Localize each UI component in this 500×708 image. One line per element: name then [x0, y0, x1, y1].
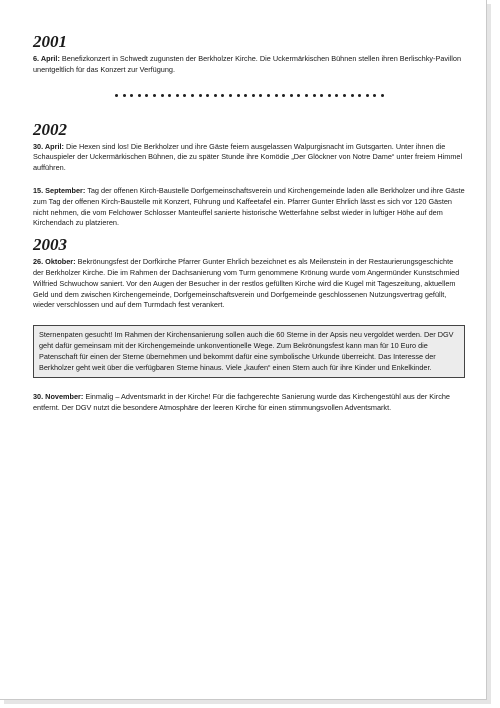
- entry-2001-april: [33, 54, 465, 76]
- separator-dot: [153, 94, 156, 97]
- entry-2003-november: [33, 392, 465, 414]
- year-heading-2003: 2003: [33, 235, 67, 255]
- separator-dot: [358, 94, 361, 97]
- entry-date: 30. April:: [33, 141, 64, 151]
- entry-2002-september: [33, 186, 465, 229]
- separator-dot: [183, 94, 186, 97]
- entry-text: Tag der offenen Kirch-Baustelle Dorfgemeinschaftsverein und Kirchengemeinde laden alle Berkholzer und ihre Gäste zum Tag der offenen Kirch-Baustelle mit Konzert, Führung und Kaffeetafel ein. Pfarrer Gunter Ehrlich lässt es sich vor 120 Gästen nicht nehmen, die vom Felchower Schlosser Manteuffel sanierte historische Wetterfahne selbst wieder in luftiger Höhe auf dem Kirchendach zu platzieren.: [33, 185, 465, 228]
- separator-dot: [191, 94, 194, 97]
- separator-dot: [252, 94, 255, 97]
- separator-dot: [244, 94, 247, 97]
- entry-2003-oktober: [33, 257, 465, 311]
- entry-date: 26. Oktober:: [33, 257, 76, 267]
- separator-dot: [328, 94, 331, 97]
- page-shadow-right: [487, 4, 491, 704]
- entry-text: Die Hexen sind los! Die Berkholzer und ihre Gäste feiern ausgelassen Walpurgisnacht im Gutsgarten. Unter ihnen die Schauspieler der Uckermärkischen Bühnen, die zu später Stunde ihre Komödie „Der Glöckner von Notre Dame“ unter freiem Himmel aufführen.: [33, 141, 463, 173]
- separator-dot: [115, 94, 118, 97]
- entry-2002-april: [33, 142, 465, 174]
- page-shadow-bottom: [4, 700, 491, 704]
- separator-dot: [229, 94, 232, 97]
- entry-date: 6. April:: [33, 54, 60, 63]
- dotted-separator: [33, 90, 465, 104]
- separator-dot: [214, 94, 217, 97]
- page-content: [33, 32, 465, 414]
- separator-dot: [275, 94, 278, 97]
- separator-dot: [237, 94, 240, 97]
- separator-dot: [267, 94, 270, 97]
- separator-dot: [320, 94, 323, 97]
- separator-dot: [343, 94, 346, 97]
- year-heading-2001: 2001: [33, 32, 67, 51]
- separator-dot: [138, 94, 141, 97]
- separator-dot: [145, 94, 148, 97]
- separator-dot: [351, 94, 354, 97]
- separator-dot: [123, 94, 126, 97]
- separator-dot: [130, 94, 133, 97]
- separator-dot: [206, 94, 209, 97]
- separator-dot: [305, 94, 308, 97]
- separator-dot: [161, 94, 164, 97]
- entry-text: Bekrönungsfest der Dorfkirche Pfarrer Gunter Ehrlich bezeichnet es als Meilenstein in der Restaurierungsgeschichte der Berkholzer Kirche. Die im Rahmen der Dachsanierung vom Turm genommene Krönung wurde vom Angermünder Kunstschmied Wilfried Schwuchow saniert. Vor den Augen der Besucher in der restlos gefüllten Kirche wird die Kugel mit Tageszeitung, aktuellem Geld und dem zwischen Kirchengemeinde, Dorfgemeinschaftsverein und Dorfgemeinde geschlossenen Nutzungsvertrag gefüllt, wieder verschlossen und auf dem Turmdach fest verankert.: [33, 257, 460, 310]
- separator-dot: [168, 94, 171, 97]
- separator-dot: [290, 94, 293, 97]
- separator-dot: [176, 94, 179, 97]
- separator-dot: [199, 94, 202, 97]
- entry-date: 15. September:: [33, 185, 86, 195]
- entry-date: 30. November:: [33, 392, 84, 402]
- entry-text: Benefizkonzert in Schwedt zugunsten der Berkholzer Kirche. Die Uckermärkischen Bühnen stellen ihren Berlischky-Pavillon unentgeltlich für das Konzert zur Verfügung.: [33, 54, 462, 74]
- separator-dot: [282, 94, 285, 97]
- separator-dot: [259, 94, 262, 97]
- separator-dot: [221, 94, 224, 97]
- highlight-box: [33, 325, 465, 378]
- separator-dot: [366, 94, 369, 97]
- separator-dot: [297, 94, 300, 97]
- separator-dot: [335, 94, 338, 97]
- separator-dot: [381, 94, 384, 97]
- separator-dot: [313, 94, 316, 97]
- separator-dot: [373, 94, 376, 97]
- year-heading-2002: 2002: [33, 119, 67, 139]
- entry-text: Einmalig – Adventsmarkt in der Kirche! Für die fachgerechte Sanierung wurde das Kirchengestühl aus der Kirche entfernt. Der DGV nutzt die besondere Atmosphäre der leeren Kirche für einen stimmungsvollen Adventsmarkt.: [33, 392, 450, 413]
- highlight-box-text: Sternenpaten gesucht! Im Rahmen der Kirchensanierung sollen auch die 60 Sterne in der Apsis neu vergoldet werden. Der DGV geht dafür gemeinsam mit der Kirchengemeinde unkonventionelle Wege. Zum Bekrönungsfest kann man für 10 Euro die Patenschaft für einen der Sterne übernehmen und bekommt dafür eine symbolische Urkunde überreicht. Das Interesse der Berkholzer geht weit über die verfügbaren Sterne hinaus. Viele „kaufen“ einen Stern auch für ihre Kinder und Enkelkinder.: [39, 330, 454, 372]
